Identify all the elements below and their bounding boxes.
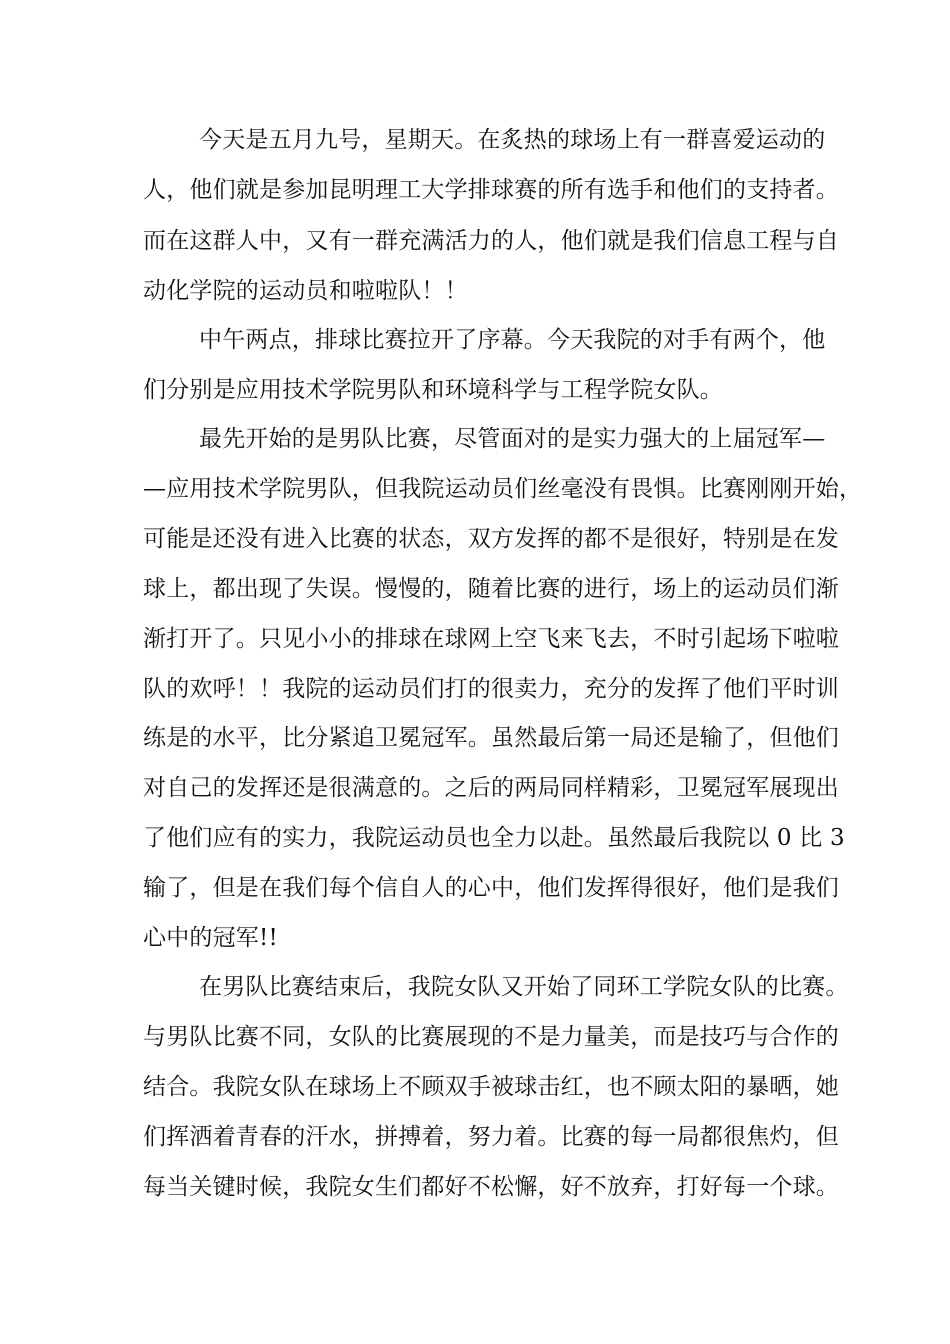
- text-line: 今天是五月九号，星期天。在炙热的球场上有一群喜爱运动的: [199, 127, 826, 153]
- text-line: 在男队比赛结束后，我院女队又开始了同环工学院女队的比赛。: [199, 974, 849, 1000]
- text-line: 心中的冠军!!: [143, 925, 278, 951]
- text-line: 与男队比赛不同，女队的比赛展现的不是力量美，而是技巧与合作的: [143, 1024, 839, 1050]
- text-line: 练是的水平，比分紧追卫冕冠军。虽然最后第一局还是输了，但他们: [143, 725, 839, 751]
- text-line: 每当关键时候，我院女生们都好不松懈，好不放弃，打好每一个球。: [143, 1174, 839, 1200]
- text-line: 动化学院的运动员和啦啦队！！: [143, 278, 468, 304]
- text-line: 了他们应有的实力，我院运动员也全力以赴。虽然最后我院以 0 比 3: [143, 825, 845, 851]
- text-line: 们分别是应用技术学院男队和环境科学与工程学院女队。: [143, 377, 723, 403]
- text-line: 中午两点，排球比赛拉开了序幕。今天我院的对手有两个，他: [199, 327, 826, 353]
- text-line: 渐打开了。只见小小的排球在球网上空飞来飞去，不时引起场下啦啦: [143, 626, 839, 652]
- text-line: —应用技术学院男队，但我院运动员们丝毫没有畏惧。比赛刚刚开始，: [143, 476, 863, 502]
- text-line: 而在这群人中，又有一群充满活力的人，他们就是我们信息工程与自: [143, 228, 839, 254]
- text-line: 最先开始的是男队比赛，尽管面对的是实力强大的上届冠军—: [199, 426, 826, 452]
- text-line: 们挥洒着青春的汗水，拼搏着，努力着。比赛的每一局都很焦灼，但: [143, 1124, 839, 1150]
- text-line: 输了，但是在我们每个信自人的心中，他们发挥得很好，他们是我们: [143, 875, 839, 901]
- text-line: 队的欢呼！！我院的运动员们打的很卖力，充分的发挥了他们平时训: [143, 676, 839, 702]
- text-line: 人，他们就是参加昆明理工大学排球赛的所有选手和他们的支持者。: [143, 177, 839, 203]
- text-line: 球上，都出现了失误。慢慢的，随着比赛的进行，场上的运动员们渐: [143, 576, 839, 602]
- text-line: 对自己的发挥还是很满意的。之后的两局同样精彩，卫冕冠军展现出: [143, 775, 839, 801]
- text-line: 可能是还没有进入比赛的状态，双方发挥的都不是很好，特别是在发: [143, 526, 839, 552]
- text-line: 结合。我院女队在球场上不顾双手被球击红，也不顾太阳的暴晒，她: [143, 1074, 839, 1100]
